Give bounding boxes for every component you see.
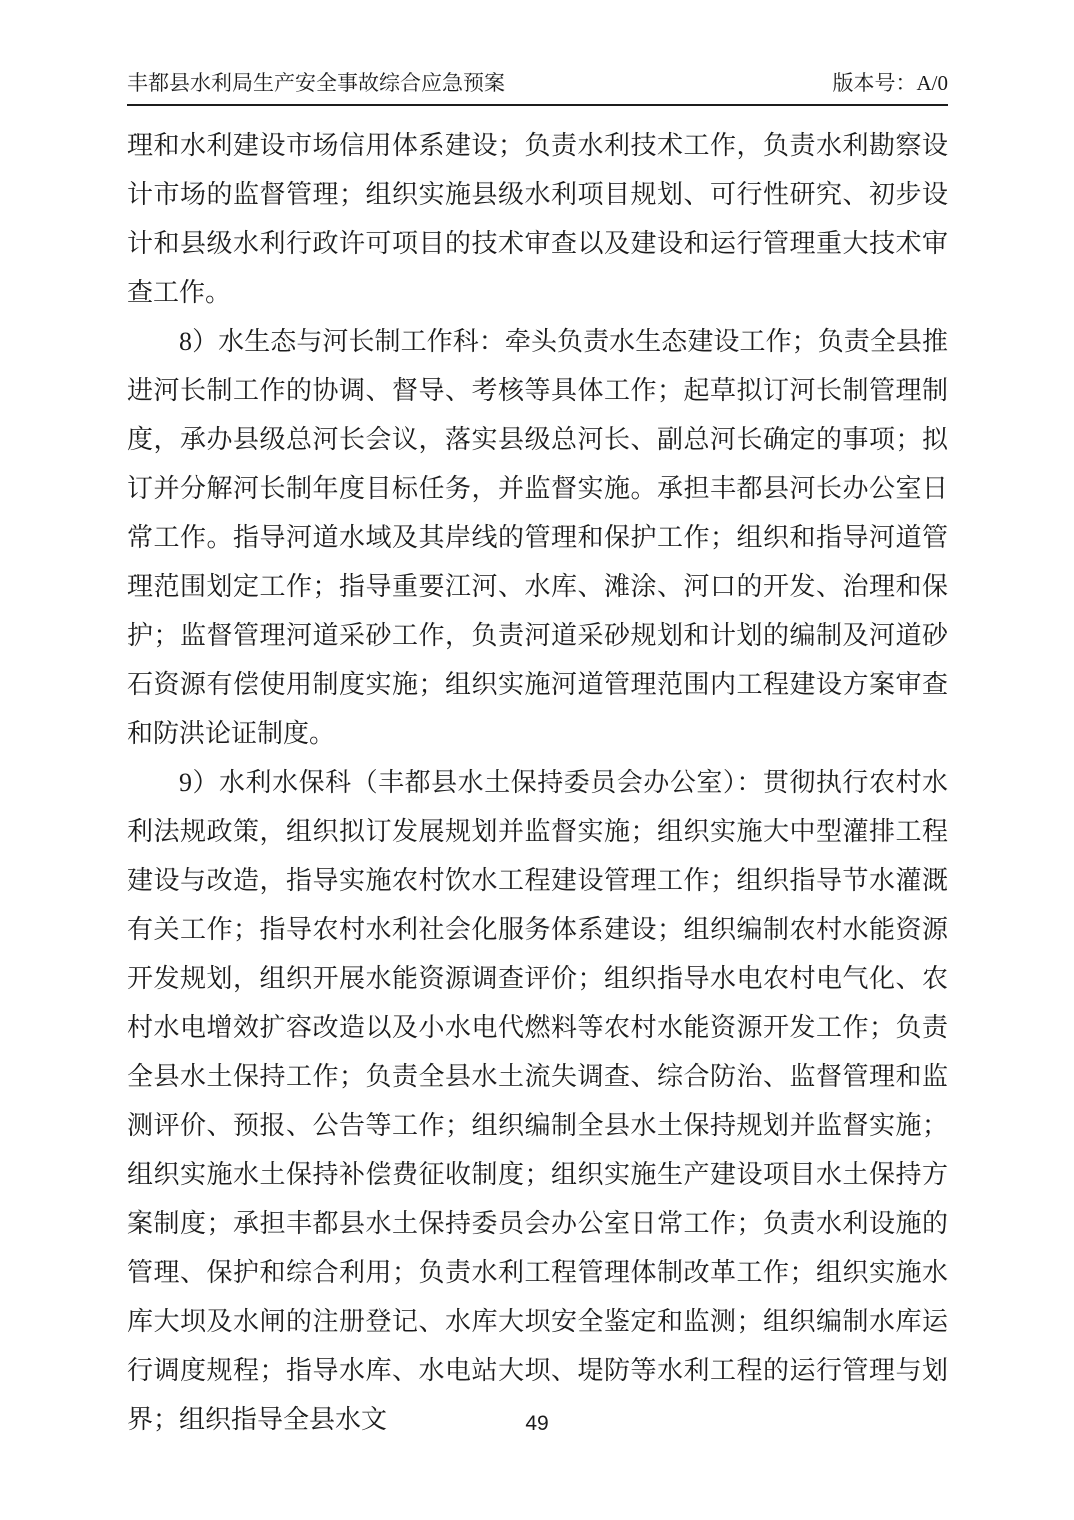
header-title: 丰都县水利局生产安全事故综合应急预案 xyxy=(127,71,505,95)
document-body xyxy=(127,121,948,1444)
page-number: 49 xyxy=(525,1412,549,1435)
paragraph-item-9-water-soil-conservation: 9）水利水保科（丰都县水土保持委员会办公室）：贯彻执行农村水利法规政策，组织拟订发展规划并监督实施；组织实施大中型灌排工程建设与改造，指导实施农村饮水工程建设管理工作；组织指导节水灌溉有关工作；指导农村水利社会化服务体系建设；组织编制农村水能资源开发规划，组织开展水能资源调查评价；组织指导水电农村电气化、农村水电增效扩容改造以及小水电代燃料等农村水能资源开发工作；负责全县水土保持工作；负责全县水土流失调查、综合防治、监督管理和监测评价、预报、公告等工作；组织编制全县水土保持规划并监督实施；组织实施水土保持补偿费征收制度；组织实施生产建设项目水土保持方案制度；承担丰都县水土保持委员会办公室日常工作；负责水利设施的管理、保护和综合利用；负责水利工程管理体制改革工作；组织实施水库大坝及水闸的注册登记、水库大坝安全鉴定和监测；组织编制水库运行调度规程；指导水库、水电站大坝、堤防等水利工程的运行管理与划界；组织指导全县水文 xyxy=(127,768,948,1434)
header-version-label: 版本号：A/0 xyxy=(832,71,948,95)
page-header xyxy=(127,70,948,106)
paragraph-item-8-water-ecology-river-chief: 8）水生态与河长制工作科：牵头负责水生态建设工作；负责全县推进河长制工作的协调、督导、考核等具体工作；起草拟订河长制管理制度，承办县级总河长会议，落实县级总河长、副总河长确定的事项；拟订并分解河长制年度目标任务，并监督实施。承担丰都县河长办公室日常工作。指导河道水域及其岸线的管理和保护工作；组织和指导河道管理范围划定工作；指导重要江河、水库、滩涂、河口的开发、治理和保护；监督管理河道采砂工作，负责河道采砂规划和计划的编制及河道砂石资源有偿使用制度实施；组织实施河道管理范围内工程建设方案审查和防洪论证制度。 xyxy=(127,327,948,748)
paragraph-continuation: 理和水利建设市场信用体系建设；负责水利技术工作，负责水利勘察设计市场的监督管理；组织实施县级水利项目规划、可行性研究、初步设计和县级水利行政许可项目的技术审查以及建设和运行管理重大技术审查工作。 xyxy=(127,131,948,307)
